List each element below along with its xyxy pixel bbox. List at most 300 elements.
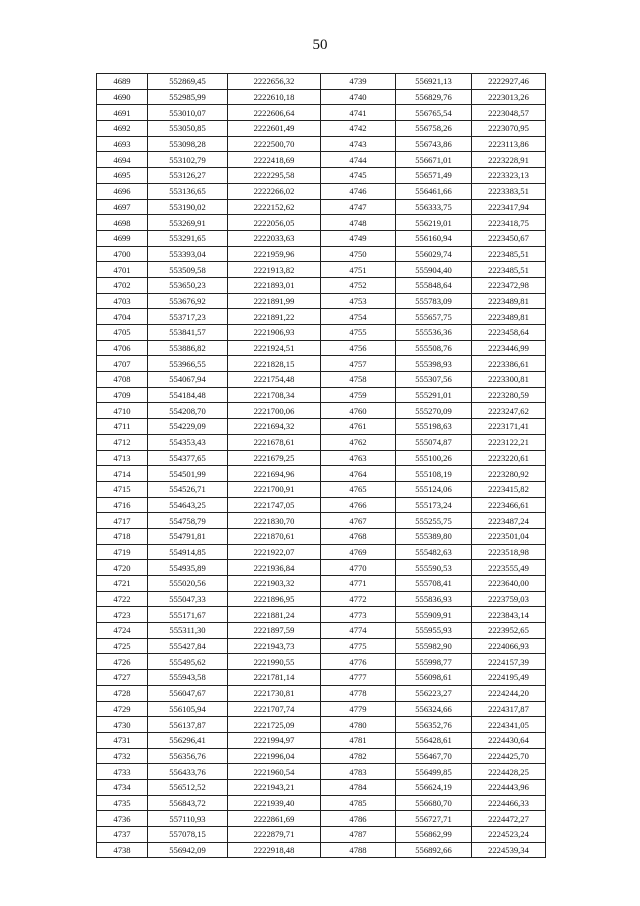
y-coordinate-left-cell: 2222033,63 bbox=[228, 230, 321, 246]
point-number-right-cell: 4776 bbox=[321, 654, 396, 670]
x-coordinate-left-cell: 553841,57 bbox=[148, 325, 228, 341]
point-number-right-cell: 4739 bbox=[321, 74, 396, 90]
y-coordinate-right-cell: 2223458,64 bbox=[472, 325, 546, 341]
table-row bbox=[97, 277, 546, 293]
point-number-right-cell: 4745 bbox=[321, 168, 396, 184]
y-coordinate-right-cell: 2223501,04 bbox=[472, 528, 546, 544]
x-coordinate-left-cell: 552869,45 bbox=[148, 74, 228, 90]
x-coordinate-left-cell: 555943,58 bbox=[148, 670, 228, 686]
y-coordinate-left-cell: 2222266,02 bbox=[228, 183, 321, 199]
y-coordinate-left-cell: 2221913,82 bbox=[228, 262, 321, 278]
table-row bbox=[97, 136, 546, 152]
y-coordinate-right-cell: 2224425,70 bbox=[472, 748, 546, 764]
x-coordinate-right-cell: 556743,86 bbox=[396, 136, 472, 152]
x-coordinate-left-cell: 555171,67 bbox=[148, 607, 228, 623]
table-row bbox=[97, 89, 546, 105]
y-coordinate-left-cell: 2222918,48 bbox=[228, 842, 321, 858]
point-number-left-cell: 4727 bbox=[97, 670, 148, 686]
table-row bbox=[97, 403, 546, 419]
point-number-right-cell: 4759 bbox=[321, 387, 396, 403]
table-row bbox=[97, 325, 546, 341]
x-coordinate-left-cell: 555311,30 bbox=[148, 623, 228, 639]
y-coordinate-right-cell: 2223446,99 bbox=[472, 340, 546, 356]
x-coordinate-right-cell: 556223,27 bbox=[396, 685, 472, 701]
table-row bbox=[97, 748, 546, 764]
point-number-left-cell: 4694 bbox=[97, 152, 148, 168]
point-number-left-cell: 4737 bbox=[97, 827, 148, 843]
x-coordinate-left-cell: 555427,84 bbox=[148, 638, 228, 654]
point-number-right-cell: 4780 bbox=[321, 717, 396, 733]
x-coordinate-left-cell: 553393,04 bbox=[148, 246, 228, 262]
y-coordinate-left-cell: 2221996,04 bbox=[228, 748, 321, 764]
x-coordinate-left-cell: 555495,62 bbox=[148, 654, 228, 670]
y-coordinate-right-cell: 2223048,57 bbox=[472, 105, 546, 121]
x-coordinate-right-cell: 556624,19 bbox=[396, 779, 472, 795]
point-number-right-cell: 4772 bbox=[321, 591, 396, 607]
x-coordinate-left-cell: 554758,79 bbox=[148, 513, 228, 529]
x-coordinate-right-cell: 555389,80 bbox=[396, 528, 472, 544]
x-coordinate-left-cell: 553136,65 bbox=[148, 183, 228, 199]
point-number-left-cell: 4714 bbox=[97, 466, 148, 482]
y-coordinate-right-cell: 2223518,98 bbox=[472, 544, 546, 560]
x-coordinate-right-cell: 556571,49 bbox=[396, 168, 472, 184]
y-coordinate-left-cell: 2222861,69 bbox=[228, 811, 321, 827]
x-coordinate-left-cell: 554791,81 bbox=[148, 528, 228, 544]
table-row bbox=[97, 419, 546, 435]
point-number-left-cell: 4710 bbox=[97, 403, 148, 419]
y-coordinate-right-cell: 2224244,20 bbox=[472, 685, 546, 701]
x-coordinate-right-cell: 556680,70 bbox=[396, 795, 472, 811]
table-row bbox=[97, 215, 546, 231]
y-coordinate-left-cell: 2221960,54 bbox=[228, 764, 321, 780]
table-row bbox=[97, 717, 546, 733]
y-coordinate-left-cell: 2221990,55 bbox=[228, 654, 321, 670]
point-number-left-cell: 4731 bbox=[97, 732, 148, 748]
point-number-right-cell: 4755 bbox=[321, 325, 396, 341]
point-number-left-cell: 4726 bbox=[97, 654, 148, 670]
y-coordinate-right-cell: 2224466,33 bbox=[472, 795, 546, 811]
y-coordinate-right-cell: 2222927,46 bbox=[472, 74, 546, 90]
x-coordinate-right-cell: 555904,40 bbox=[396, 262, 472, 278]
x-coordinate-left-cell: 553291,65 bbox=[148, 230, 228, 246]
x-coordinate-right-cell: 555270,09 bbox=[396, 403, 472, 419]
point-number-left-cell: 4693 bbox=[97, 136, 148, 152]
x-coordinate-right-cell: 555398,93 bbox=[396, 356, 472, 372]
point-number-right-cell: 4765 bbox=[321, 481, 396, 497]
table-row bbox=[97, 230, 546, 246]
x-coordinate-left-cell: 556942,09 bbox=[148, 842, 228, 858]
x-coordinate-left-cell: 557078,15 bbox=[148, 827, 228, 843]
point-number-right-cell: 4769 bbox=[321, 544, 396, 560]
point-number-right-cell: 4764 bbox=[321, 466, 396, 482]
point-number-left-cell: 4696 bbox=[97, 183, 148, 199]
x-coordinate-right-cell: 555100,26 bbox=[396, 450, 472, 466]
point-number-right-cell: 4784 bbox=[321, 779, 396, 795]
x-coordinate-right-cell: 555255,75 bbox=[396, 513, 472, 529]
y-coordinate-left-cell: 2221694,96 bbox=[228, 466, 321, 482]
point-number-left-cell: 4729 bbox=[97, 701, 148, 717]
x-coordinate-right-cell: 555307,56 bbox=[396, 372, 472, 388]
y-coordinate-left-cell: 2222610,18 bbox=[228, 89, 321, 105]
y-coordinate-right-cell: 2224428,25 bbox=[472, 764, 546, 780]
y-coordinate-left-cell: 2221830,70 bbox=[228, 513, 321, 529]
y-coordinate-right-cell: 2223113,86 bbox=[472, 136, 546, 152]
point-number-right-cell: 4787 bbox=[321, 827, 396, 843]
x-coordinate-right-cell: 555508,76 bbox=[396, 340, 472, 356]
y-coordinate-left-cell: 2221936,84 bbox=[228, 560, 321, 576]
x-coordinate-left-cell: 554353,43 bbox=[148, 434, 228, 450]
x-coordinate-right-cell: 556461,66 bbox=[396, 183, 472, 199]
table-row bbox=[97, 168, 546, 184]
table-row bbox=[97, 74, 546, 90]
y-coordinate-left-cell: 2222056,05 bbox=[228, 215, 321, 231]
y-coordinate-left-cell: 2221700,91 bbox=[228, 481, 321, 497]
table-row bbox=[97, 356, 546, 372]
point-number-left-cell: 4705 bbox=[97, 325, 148, 341]
y-coordinate-left-cell: 2221897,59 bbox=[228, 623, 321, 639]
point-number-right-cell: 4744 bbox=[321, 152, 396, 168]
x-coordinate-left-cell: 554501,99 bbox=[148, 466, 228, 482]
x-coordinate-left-cell: 553126,27 bbox=[148, 168, 228, 184]
table-row bbox=[97, 183, 546, 199]
y-coordinate-right-cell: 2223640,00 bbox=[472, 576, 546, 592]
table-row bbox=[97, 670, 546, 686]
point-number-right-cell: 4761 bbox=[321, 419, 396, 435]
point-number-left-cell: 4711 bbox=[97, 419, 148, 435]
x-coordinate-left-cell: 556843,72 bbox=[148, 795, 228, 811]
y-coordinate-left-cell: 2221896,95 bbox=[228, 591, 321, 607]
y-coordinate-right-cell: 2223280,59 bbox=[472, 387, 546, 403]
point-number-left-cell: 4700 bbox=[97, 246, 148, 262]
point-number-left-cell: 4736 bbox=[97, 811, 148, 827]
y-coordinate-right-cell: 2223415,82 bbox=[472, 481, 546, 497]
y-coordinate-left-cell: 2221893,01 bbox=[228, 277, 321, 293]
table-row bbox=[97, 450, 546, 466]
y-coordinate-right-cell: 2223300,81 bbox=[472, 372, 546, 388]
y-coordinate-right-cell: 2223220,61 bbox=[472, 450, 546, 466]
point-number-right-cell: 4773 bbox=[321, 607, 396, 623]
y-coordinate-left-cell: 2222295,58 bbox=[228, 168, 321, 184]
point-number-right-cell: 4752 bbox=[321, 277, 396, 293]
point-number-right-cell: 4768 bbox=[321, 528, 396, 544]
point-number-right-cell: 4767 bbox=[321, 513, 396, 529]
y-coordinate-right-cell: 2223485,51 bbox=[472, 262, 546, 278]
x-coordinate-right-cell: 555955,93 bbox=[396, 623, 472, 639]
x-coordinate-left-cell: 553098,28 bbox=[148, 136, 228, 152]
x-coordinate-left-cell: 557110,93 bbox=[148, 811, 228, 827]
y-coordinate-right-cell: 2223171,41 bbox=[472, 419, 546, 435]
y-coordinate-right-cell: 2224539,34 bbox=[472, 842, 546, 858]
point-number-left-cell: 4703 bbox=[97, 293, 148, 309]
x-coordinate-right-cell: 556892,66 bbox=[396, 842, 472, 858]
y-coordinate-right-cell: 2223472,98 bbox=[472, 277, 546, 293]
x-coordinate-right-cell: 555909,91 bbox=[396, 607, 472, 623]
y-coordinate-left-cell: 2221906,93 bbox=[228, 325, 321, 341]
point-number-left-cell: 4708 bbox=[97, 372, 148, 388]
point-number-right-cell: 4766 bbox=[321, 497, 396, 513]
x-coordinate-left-cell: 553102,79 bbox=[148, 152, 228, 168]
point-number-right-cell: 4778 bbox=[321, 685, 396, 701]
point-number-left-cell: 4725 bbox=[97, 638, 148, 654]
x-coordinate-right-cell: 556758,26 bbox=[396, 121, 472, 137]
x-coordinate-right-cell: 555590,53 bbox=[396, 560, 472, 576]
x-coordinate-left-cell: 556433,76 bbox=[148, 764, 228, 780]
point-number-right-cell: 4758 bbox=[321, 372, 396, 388]
y-coordinate-left-cell: 2221922,07 bbox=[228, 544, 321, 560]
x-coordinate-right-cell: 555108,19 bbox=[396, 466, 472, 482]
x-coordinate-left-cell: 554229,09 bbox=[148, 419, 228, 435]
point-number-right-cell: 4785 bbox=[321, 795, 396, 811]
y-coordinate-left-cell: 2221959,96 bbox=[228, 246, 321, 262]
y-coordinate-left-cell: 2221679,25 bbox=[228, 450, 321, 466]
x-coordinate-left-cell: 556356,76 bbox=[148, 748, 228, 764]
x-coordinate-left-cell: 554377,65 bbox=[148, 450, 228, 466]
y-coordinate-right-cell: 2223323,13 bbox=[472, 168, 546, 184]
coordinates-table bbox=[96, 73, 546, 858]
table-row bbox=[97, 293, 546, 309]
table-row bbox=[97, 795, 546, 811]
point-number-left-cell: 4732 bbox=[97, 748, 148, 764]
x-coordinate-right-cell: 555536,36 bbox=[396, 325, 472, 341]
point-number-left-cell: 4733 bbox=[97, 764, 148, 780]
x-coordinate-left-cell: 554914,85 bbox=[148, 544, 228, 560]
y-coordinate-right-cell: 2223070,95 bbox=[472, 121, 546, 137]
y-coordinate-right-cell: 2223122,21 bbox=[472, 434, 546, 450]
table-row bbox=[97, 811, 546, 827]
x-coordinate-right-cell: 556921,13 bbox=[396, 74, 472, 90]
table-row bbox=[97, 121, 546, 137]
y-coordinate-left-cell: 2221754,48 bbox=[228, 372, 321, 388]
point-number-left-cell: 4719 bbox=[97, 544, 148, 560]
table-row bbox=[97, 262, 546, 278]
x-coordinate-right-cell: 555657,75 bbox=[396, 309, 472, 325]
x-coordinate-left-cell: 554526,71 bbox=[148, 481, 228, 497]
y-coordinate-right-cell: 2224195,49 bbox=[472, 670, 546, 686]
y-coordinate-right-cell: 2223418,75 bbox=[472, 215, 546, 231]
y-coordinate-left-cell: 2221678,61 bbox=[228, 434, 321, 450]
x-coordinate-left-cell: 555020,56 bbox=[148, 576, 228, 592]
point-number-left-cell: 4707 bbox=[97, 356, 148, 372]
page-number: 50 bbox=[312, 37, 328, 53]
table-row bbox=[97, 654, 546, 670]
point-number-left-cell: 4698 bbox=[97, 215, 148, 231]
y-coordinate-right-cell: 2223555,49 bbox=[472, 560, 546, 576]
x-coordinate-right-cell: 555998,77 bbox=[396, 654, 472, 670]
x-coordinate-left-cell: 554935,89 bbox=[148, 560, 228, 576]
y-coordinate-left-cell: 2221891,22 bbox=[228, 309, 321, 325]
x-coordinate-left-cell: 553650,23 bbox=[148, 277, 228, 293]
point-number-right-cell: 4775 bbox=[321, 638, 396, 654]
y-coordinate-right-cell: 2223383,51 bbox=[472, 183, 546, 199]
point-number-right-cell: 4740 bbox=[321, 89, 396, 105]
point-number-left-cell: 4706 bbox=[97, 340, 148, 356]
x-coordinate-right-cell: 556324,66 bbox=[396, 701, 472, 717]
x-coordinate-right-cell: 555482,63 bbox=[396, 544, 472, 560]
table-row bbox=[97, 246, 546, 262]
y-coordinate-left-cell: 2221903,32 bbox=[228, 576, 321, 592]
x-coordinate-left-cell: 556137,87 bbox=[148, 717, 228, 733]
point-number-left-cell: 4720 bbox=[97, 560, 148, 576]
x-coordinate-right-cell: 555982,90 bbox=[396, 638, 472, 654]
point-number-right-cell: 4750 bbox=[321, 246, 396, 262]
table-row bbox=[97, 591, 546, 607]
y-coordinate-right-cell: 2223489,81 bbox=[472, 293, 546, 309]
x-coordinate-right-cell: 555708,41 bbox=[396, 576, 472, 592]
x-coordinate-left-cell: 553010,07 bbox=[148, 105, 228, 121]
x-coordinate-right-cell: 556352,76 bbox=[396, 717, 472, 733]
x-coordinate-left-cell: 554643,25 bbox=[148, 497, 228, 513]
y-coordinate-right-cell: 2223280,92 bbox=[472, 466, 546, 482]
table-row bbox=[97, 528, 546, 544]
point-number-left-cell: 4695 bbox=[97, 168, 148, 184]
y-coordinate-left-cell: 2221870,61 bbox=[228, 528, 321, 544]
table-row bbox=[97, 466, 546, 482]
point-number-right-cell: 4743 bbox=[321, 136, 396, 152]
point-number-right-cell: 4753 bbox=[321, 293, 396, 309]
table-row bbox=[97, 199, 546, 215]
point-number-left-cell: 4699 bbox=[97, 230, 148, 246]
y-coordinate-right-cell: 2223228,91 bbox=[472, 152, 546, 168]
point-number-right-cell: 4754 bbox=[321, 309, 396, 325]
point-number-left-cell: 4722 bbox=[97, 591, 148, 607]
point-number-left-cell: 4723 bbox=[97, 607, 148, 623]
x-coordinate-right-cell: 556219,01 bbox=[396, 215, 472, 231]
point-number-left-cell: 4691 bbox=[97, 105, 148, 121]
x-coordinate-left-cell: 553966,55 bbox=[148, 356, 228, 372]
table-row bbox=[97, 105, 546, 121]
y-coordinate-left-cell: 2221725,09 bbox=[228, 717, 321, 733]
table-row bbox=[97, 827, 546, 843]
y-coordinate-left-cell: 2221943,73 bbox=[228, 638, 321, 654]
x-coordinate-left-cell: 556512,52 bbox=[148, 779, 228, 795]
y-coordinate-right-cell: 2223952,65 bbox=[472, 623, 546, 639]
table-row bbox=[97, 779, 546, 795]
x-coordinate-left-cell: 556105,94 bbox=[148, 701, 228, 717]
y-coordinate-left-cell: 2221891,99 bbox=[228, 293, 321, 309]
point-number-right-cell: 4746 bbox=[321, 183, 396, 199]
point-number-right-cell: 4788 bbox=[321, 842, 396, 858]
y-coordinate-right-cell: 2224523,24 bbox=[472, 827, 546, 843]
table-row bbox=[97, 434, 546, 450]
y-coordinate-right-cell: 2224066,93 bbox=[472, 638, 546, 654]
y-coordinate-left-cell: 2221708,34 bbox=[228, 387, 321, 403]
x-coordinate-right-cell: 555848,64 bbox=[396, 277, 472, 293]
y-coordinate-right-cell: 2224430,64 bbox=[472, 732, 546, 748]
y-coordinate-left-cell: 2221994,97 bbox=[228, 732, 321, 748]
table-row bbox=[97, 701, 546, 717]
point-number-left-cell: 4716 bbox=[97, 497, 148, 513]
x-coordinate-left-cell: 556047,67 bbox=[148, 685, 228, 701]
x-coordinate-right-cell: 555198,63 bbox=[396, 419, 472, 435]
table-row bbox=[97, 764, 546, 780]
x-coordinate-left-cell: 554208,70 bbox=[148, 403, 228, 419]
x-coordinate-left-cell: 553717,23 bbox=[148, 309, 228, 325]
y-coordinate-left-cell: 2221939,40 bbox=[228, 795, 321, 811]
x-coordinate-left-cell: 555047,33 bbox=[148, 591, 228, 607]
y-coordinate-right-cell: 2223489,81 bbox=[472, 309, 546, 325]
point-number-left-cell: 4697 bbox=[97, 199, 148, 215]
y-coordinate-right-cell: 2223450,67 bbox=[472, 230, 546, 246]
point-number-right-cell: 4782 bbox=[321, 748, 396, 764]
y-coordinate-left-cell: 2221881,24 bbox=[228, 607, 321, 623]
x-coordinate-left-cell: 553676,92 bbox=[148, 293, 228, 309]
x-coordinate-left-cell: 553886,82 bbox=[148, 340, 228, 356]
table-row bbox=[97, 623, 546, 639]
x-coordinate-right-cell: 556499,85 bbox=[396, 764, 472, 780]
point-number-right-cell: 4751 bbox=[321, 262, 396, 278]
y-coordinate-left-cell: 2221700,06 bbox=[228, 403, 321, 419]
y-coordinate-left-cell: 2221943,21 bbox=[228, 779, 321, 795]
table-row bbox=[97, 497, 546, 513]
point-number-right-cell: 4757 bbox=[321, 356, 396, 372]
x-coordinate-right-cell: 556862,99 bbox=[396, 827, 472, 843]
x-coordinate-right-cell: 555836,93 bbox=[396, 591, 472, 607]
point-number-left-cell: 4689 bbox=[97, 74, 148, 90]
table-row bbox=[97, 372, 546, 388]
x-coordinate-right-cell: 555783,09 bbox=[396, 293, 472, 309]
point-number-left-cell: 4724 bbox=[97, 623, 148, 639]
x-coordinate-right-cell: 556727,71 bbox=[396, 811, 472, 827]
y-coordinate-left-cell: 2221924,51 bbox=[228, 340, 321, 356]
y-coordinate-right-cell: 2223843,14 bbox=[472, 607, 546, 623]
point-number-left-cell: 4709 bbox=[97, 387, 148, 403]
y-coordinate-left-cell: 2222606,64 bbox=[228, 105, 321, 121]
y-coordinate-right-cell: 2224341,05 bbox=[472, 717, 546, 733]
table-row bbox=[97, 481, 546, 497]
table-row bbox=[97, 576, 546, 592]
y-coordinate-left-cell: 2222418,69 bbox=[228, 152, 321, 168]
point-number-left-cell: 4738 bbox=[97, 842, 148, 858]
y-coordinate-left-cell: 2221694,32 bbox=[228, 419, 321, 435]
point-number-right-cell: 4748 bbox=[321, 215, 396, 231]
y-coordinate-left-cell: 2222601,49 bbox=[228, 121, 321, 137]
y-coordinate-left-cell: 2221828,15 bbox=[228, 356, 321, 372]
x-coordinate-right-cell: 556467,70 bbox=[396, 748, 472, 764]
point-number-left-cell: 4735 bbox=[97, 795, 148, 811]
x-coordinate-right-cell: 556428,61 bbox=[396, 732, 472, 748]
y-coordinate-left-cell: 2222656,32 bbox=[228, 74, 321, 90]
x-coordinate-right-cell: 556029,74 bbox=[396, 246, 472, 262]
x-coordinate-left-cell: 552985,99 bbox=[148, 89, 228, 105]
y-coordinate-right-cell: 2224443,96 bbox=[472, 779, 546, 795]
x-coordinate-right-cell: 556829,76 bbox=[396, 89, 472, 105]
point-number-right-cell: 4774 bbox=[321, 623, 396, 639]
y-coordinate-right-cell: 2223013,26 bbox=[472, 89, 546, 105]
point-number-left-cell: 4713 bbox=[97, 450, 148, 466]
point-number-left-cell: 4734 bbox=[97, 779, 148, 795]
table-row bbox=[97, 560, 546, 576]
point-number-right-cell: 4783 bbox=[321, 764, 396, 780]
y-coordinate-left-cell: 2222500,70 bbox=[228, 136, 321, 152]
x-coordinate-left-cell: 553050,85 bbox=[148, 121, 228, 137]
point-number-right-cell: 4742 bbox=[321, 121, 396, 137]
x-coordinate-left-cell: 554184,48 bbox=[148, 387, 228, 403]
x-coordinate-right-cell: 556333,75 bbox=[396, 199, 472, 215]
table-row bbox=[97, 607, 546, 623]
y-coordinate-right-cell: 2224317,87 bbox=[472, 701, 546, 717]
y-coordinate-right-cell: 2223487,24 bbox=[472, 513, 546, 529]
point-number-left-cell: 4704 bbox=[97, 309, 148, 325]
x-coordinate-right-cell: 556765,54 bbox=[396, 105, 472, 121]
point-number-right-cell: 4741 bbox=[321, 105, 396, 121]
point-number-right-cell: 4777 bbox=[321, 670, 396, 686]
x-coordinate-left-cell: 553509,58 bbox=[148, 262, 228, 278]
x-coordinate-left-cell: 554067,94 bbox=[148, 372, 228, 388]
y-coordinate-left-cell: 2222152,62 bbox=[228, 199, 321, 215]
table-row bbox=[97, 544, 546, 560]
y-coordinate-left-cell: 2222879,71 bbox=[228, 827, 321, 843]
point-number-left-cell: 4730 bbox=[97, 717, 148, 733]
